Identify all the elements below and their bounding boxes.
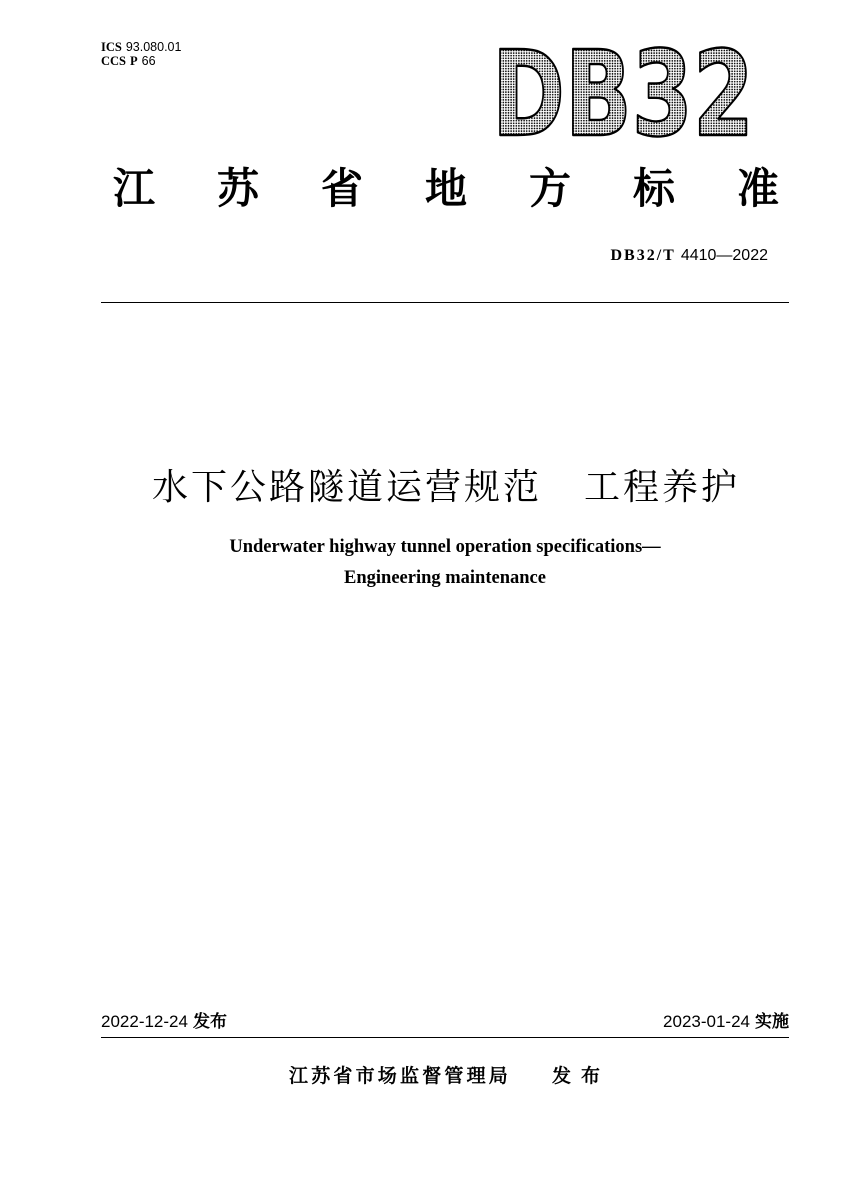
footer-rule: [101, 1037, 789, 1038]
standard-category: 江苏省地方标准: [113, 164, 842, 213]
ccs-label: CCS: [101, 54, 127, 68]
implement-date-block: [663, 1010, 789, 1034]
ics-label: ICS: [101, 40, 122, 54]
db32-logo-text: DB32: [492, 25, 754, 163]
publish-date: 2022-12-24: [101, 1012, 188, 1031]
classification-block: [101, 40, 181, 68]
ics-line: [101, 40, 181, 54]
document-title-main: 水下公路隧道运营规范: [152, 467, 543, 508]
header-rule: [101, 302, 789, 303]
standard-number-prefix: DB32/T: [610, 247, 676, 264]
publish-date-block: [101, 1010, 227, 1034]
document-title: [152, 466, 740, 510]
english-title-line-2: Engineering maintenance: [344, 568, 546, 588]
ccs-code-letter: P: [130, 54, 138, 68]
ccs-line: [101, 54, 181, 68]
english-title-line-1: Underwater highway tunnel operation specifications—: [229, 537, 661, 557]
publish-label: 发布: [192, 1012, 227, 1032]
issuer-line: [289, 1063, 610, 1089]
ics-code: 93.080.01: [125, 40, 182, 54]
implement-label: 实施: [755, 1012, 789, 1032]
document-title-english: [101, 532, 789, 594]
issuer-name: 江苏省市场监督管理局: [289, 1065, 512, 1087]
standard-number-value: 4410—2022: [680, 247, 768, 264]
issuer-action: 发布: [552, 1065, 611, 1087]
document-title-sub: 工程养护: [584, 467, 741, 508]
implement-date: 2023-01-24: [663, 1012, 750, 1031]
db32-logo: [489, 25, 757, 163]
ccs-code-number: 66: [141, 54, 156, 68]
standard-number: [610, 243, 768, 268]
